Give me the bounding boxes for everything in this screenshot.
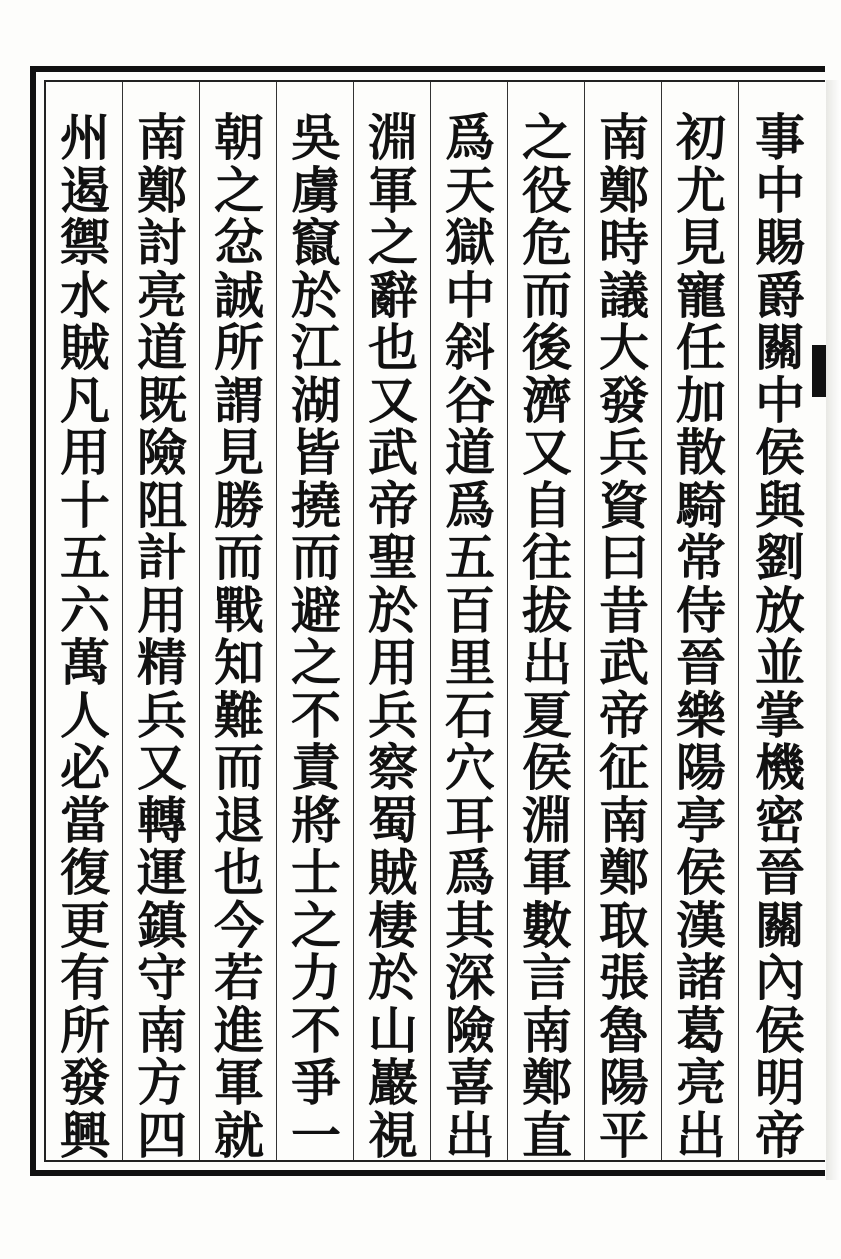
column-character: 漢 — [676, 895, 726, 955]
column-character: 賊 — [368, 843, 418, 902]
column-character: 用 — [60, 423, 110, 482]
column-character: 議 — [599, 265, 649, 325]
column-character: 州 — [60, 108, 110, 167]
column-character: 鄭 — [137, 160, 187, 220]
column-character: 曰 — [599, 528, 649, 587]
column-character: 帝 — [368, 475, 418, 535]
column-character: 戰 — [214, 580, 264, 640]
column-rule — [430, 82, 431, 1160]
column-character: 方 — [137, 1053, 187, 1112]
column-character: 穴 — [445, 738, 495, 797]
column-character: 守 — [137, 948, 187, 1007]
column-character: 兵 — [368, 685, 418, 745]
column-character: 與 — [755, 475, 805, 535]
column-character: 任 — [676, 318, 726, 377]
column-character: 時 — [599, 213, 649, 272]
column-character: 大 — [599, 318, 649, 377]
column-character: 興 — [60, 1105, 110, 1165]
column-character: 魯 — [599, 1000, 649, 1060]
column-character: 阻 — [137, 475, 187, 535]
column-character: 而 — [214, 738, 264, 797]
column-character: 陽 — [599, 1053, 649, 1112]
column-character: 軍 — [368, 160, 418, 220]
column-character: 放 — [755, 580, 805, 640]
column-character: 責 — [291, 738, 341, 797]
column-character: 征 — [599, 738, 649, 797]
column-character: 騎 — [676, 475, 726, 535]
column-character: 撓 — [291, 475, 341, 535]
text-column — [48, 108, 122, 1165]
column-character: 散 — [676, 423, 726, 482]
column-character: 事 — [755, 108, 805, 167]
column-character: 萬 — [60, 633, 110, 692]
column-character: 於 — [368, 580, 418, 640]
column-character: 辭 — [368, 265, 418, 325]
column-character: 退 — [214, 790, 264, 850]
column-character: 耳 — [445, 790, 495, 850]
column-character: 之 — [214, 160, 264, 220]
column-character: 役 — [522, 160, 572, 220]
column-character: 爲 — [445, 108, 495, 167]
column-character: 爵 — [755, 265, 805, 325]
column-character: 武 — [599, 633, 649, 692]
column-character: 之 — [368, 213, 418, 272]
column-character: 棲 — [368, 895, 418, 955]
column-character: 平 — [599, 1105, 649, 1165]
column-character: 精 — [137, 633, 187, 692]
column-character: 侯 — [755, 423, 805, 482]
column-character: 劉 — [755, 528, 805, 587]
column-character: 難 — [214, 685, 264, 745]
column-character: 兵 — [137, 685, 187, 745]
column-character: 四 — [137, 1105, 187, 1165]
column-character: 忿 — [214, 213, 264, 272]
column-character: 不 — [291, 685, 341, 745]
column-character: 關 — [755, 318, 805, 377]
column-character: 所 — [214, 318, 264, 377]
column-character: 遏 — [60, 160, 110, 220]
column-character: 水 — [60, 265, 110, 325]
column-character: 凡 — [60, 370, 110, 430]
column-character: 爭 — [291, 1053, 341, 1112]
column-character: 道 — [137, 318, 187, 377]
column-character: 出 — [676, 1105, 726, 1165]
column-character: 加 — [676, 370, 726, 430]
column-character: 虜 — [291, 160, 341, 220]
column-character: 又 — [368, 370, 418, 430]
column-character: 張 — [599, 948, 649, 1007]
column-character: 又 — [137, 738, 187, 797]
column-character: 進 — [214, 1000, 264, 1060]
column-character: 於 — [291, 265, 341, 325]
column-character: 六 — [60, 580, 110, 640]
column-character: 機 — [755, 738, 805, 797]
column-character: 吳 — [291, 108, 341, 167]
column-character: 也 — [368, 318, 418, 377]
column-character: 葛 — [676, 1000, 726, 1060]
column-character: 而 — [522, 265, 572, 325]
column-character: 江 — [291, 318, 341, 377]
column-character: 言 — [522, 948, 572, 1007]
text-column — [433, 108, 507, 1165]
column-character: 初 — [676, 108, 726, 167]
column-character: 而 — [214, 528, 264, 587]
column-character: 五 — [60, 528, 110, 587]
column-character: 南 — [599, 108, 649, 167]
column-character: 鄭 — [599, 843, 649, 902]
column-character: 亭 — [676, 790, 726, 850]
column-character: 誠 — [214, 265, 264, 325]
column-character: 發 — [60, 1053, 110, 1112]
column-character: 淵 — [368, 108, 418, 167]
column-character: 寵 — [676, 265, 726, 325]
column-character: 復 — [60, 843, 110, 902]
column-character: 南 — [137, 1000, 187, 1060]
column-character: 獄 — [445, 213, 495, 272]
column-character: 計 — [137, 528, 187, 587]
column-character: 賊 — [60, 318, 110, 377]
column-character: 石 — [445, 685, 495, 745]
column-character: 一 — [291, 1105, 341, 1165]
column-character: 並 — [755, 633, 805, 692]
text-column — [743, 108, 817, 1165]
column-character: 轉 — [137, 790, 187, 850]
column-character: 今 — [214, 895, 264, 955]
column-character: 之 — [522, 108, 572, 167]
column-character: 武 — [368, 423, 418, 482]
column-character: 賜 — [755, 213, 805, 272]
column-character: 取 — [599, 895, 649, 955]
column-character: 南 — [137, 108, 187, 167]
column-character: 險 — [445, 1000, 495, 1060]
column-character: 於 — [368, 948, 418, 1007]
column-character: 勝 — [214, 475, 264, 535]
column-character: 百 — [445, 580, 495, 640]
column-character: 常 — [676, 528, 726, 587]
column-character: 巖 — [368, 1053, 418, 1112]
column-character: 帝 — [755, 1105, 805, 1165]
column-character: 朝 — [214, 108, 264, 167]
column-character: 濟 — [522, 370, 572, 430]
column-character: 掌 — [755, 685, 805, 745]
column-character: 竄 — [291, 213, 341, 272]
column-character: 明 — [755, 1053, 805, 1112]
column-character: 就 — [214, 1105, 264, 1165]
column-character: 晉 — [755, 843, 805, 902]
column-character: 湖 — [291, 370, 341, 430]
column-character: 谷 — [445, 370, 495, 430]
column-character: 中 — [755, 160, 805, 220]
column-character: 發 — [599, 370, 649, 430]
column-character: 士 — [291, 843, 341, 902]
column-character: 軍 — [214, 1053, 264, 1112]
column-character: 喜 — [445, 1053, 495, 1112]
column-character: 淵 — [522, 790, 572, 850]
column-character: 禦 — [60, 213, 110, 272]
column-character: 十 — [60, 475, 110, 535]
column-character: 拔 — [522, 580, 572, 640]
column-character: 鎮 — [137, 895, 187, 955]
column-character: 自 — [522, 475, 572, 535]
column-character: 當 — [60, 790, 110, 850]
column-character: 謂 — [214, 370, 264, 430]
column-character: 侯 — [755, 1000, 805, 1060]
column-character: 察 — [368, 738, 418, 797]
column-character: 軍 — [522, 843, 572, 902]
column-character: 直 — [522, 1105, 572, 1165]
column-character: 樂 — [676, 685, 726, 745]
column-character: 又 — [522, 423, 572, 482]
column-character: 侯 — [522, 738, 572, 797]
column-character: 南 — [522, 1000, 572, 1060]
column-character: 其 — [445, 895, 495, 955]
column-character: 視 — [368, 1105, 418, 1165]
text-column — [279, 108, 353, 1165]
column-rule — [353, 82, 354, 1160]
column-character: 鄭 — [522, 1053, 572, 1112]
column-character: 關 — [755, 895, 805, 955]
column-character: 斜 — [445, 318, 495, 377]
column-rule — [276, 82, 277, 1160]
page-edge — [826, 80, 841, 1180]
column-character: 爲 — [445, 843, 495, 902]
column-character: 出 — [522, 633, 572, 692]
column-character: 之 — [291, 633, 341, 692]
column-character: 皆 — [291, 423, 341, 482]
column-character: 深 — [445, 948, 495, 1007]
column-character: 更 — [60, 895, 110, 955]
column-character: 內 — [755, 948, 805, 1007]
text-column — [664, 108, 738, 1165]
column-character: 危 — [522, 213, 572, 272]
column-character: 帝 — [599, 685, 649, 745]
column-rule — [122, 82, 123, 1160]
column-character: 天 — [445, 160, 495, 220]
column-character: 既 — [137, 370, 187, 430]
text-column — [202, 108, 276, 1165]
column-character: 陽 — [676, 738, 726, 797]
column-character: 五 — [445, 528, 495, 587]
column-character: 用 — [368, 633, 418, 692]
column-rule — [199, 82, 200, 1160]
column-character: 亮 — [137, 265, 187, 325]
column-character: 運 — [137, 843, 187, 902]
column-character: 之 — [291, 895, 341, 955]
column-character: 蜀 — [368, 790, 418, 850]
column-rule — [507, 82, 508, 1160]
column-character: 見 — [214, 423, 264, 482]
column-character: 道 — [445, 423, 495, 482]
column-character: 人 — [60, 685, 110, 745]
column-character: 有 — [60, 948, 110, 1007]
column-character: 諸 — [676, 948, 726, 1007]
column-rule — [584, 82, 585, 1160]
text-column — [587, 108, 661, 1165]
column-character: 險 — [137, 423, 187, 482]
column-character: 資 — [599, 475, 649, 535]
column-character: 也 — [214, 843, 264, 902]
column-character: 數 — [522, 895, 572, 955]
column-character: 知 — [214, 633, 264, 692]
column-character: 昔 — [599, 580, 649, 640]
column-character: 侍 — [676, 580, 726, 640]
column-character: 所 — [60, 1000, 110, 1060]
column-character: 鄭 — [599, 160, 649, 220]
column-character: 若 — [214, 948, 264, 1007]
column-character: 尤 — [676, 160, 726, 220]
column-character: 密 — [755, 790, 805, 850]
column-character: 將 — [291, 790, 341, 850]
column-character: 必 — [60, 738, 110, 797]
text-column — [356, 108, 430, 1165]
column-character: 南 — [599, 790, 649, 850]
column-character: 里 — [445, 633, 495, 692]
column-character: 避 — [291, 580, 341, 640]
column-character: 出 — [445, 1105, 495, 1165]
text-column — [510, 108, 584, 1165]
column-character: 後 — [522, 318, 572, 377]
column-character: 往 — [522, 528, 572, 587]
column-character: 不 — [291, 1000, 341, 1060]
column-character: 爲 — [445, 475, 495, 535]
column-character: 見 — [676, 213, 726, 272]
column-character: 晉 — [676, 633, 726, 692]
column-rule — [738, 82, 739, 1160]
column-character: 夏 — [522, 685, 572, 745]
column-rule — [661, 82, 662, 1160]
column-character: 兵 — [599, 423, 649, 482]
text-column — [125, 108, 199, 1165]
column-character: 力 — [291, 948, 341, 1007]
column-character: 中 — [445, 265, 495, 325]
column-character: 討 — [137, 213, 187, 272]
column-character: 亮 — [676, 1053, 726, 1112]
column-character: 用 — [137, 580, 187, 640]
column-character: 而 — [291, 528, 341, 587]
column-character: 聖 — [368, 528, 418, 587]
column-character: 侯 — [676, 843, 726, 902]
column-character: 中 — [755, 370, 805, 430]
column-character: 山 — [368, 1000, 418, 1060]
